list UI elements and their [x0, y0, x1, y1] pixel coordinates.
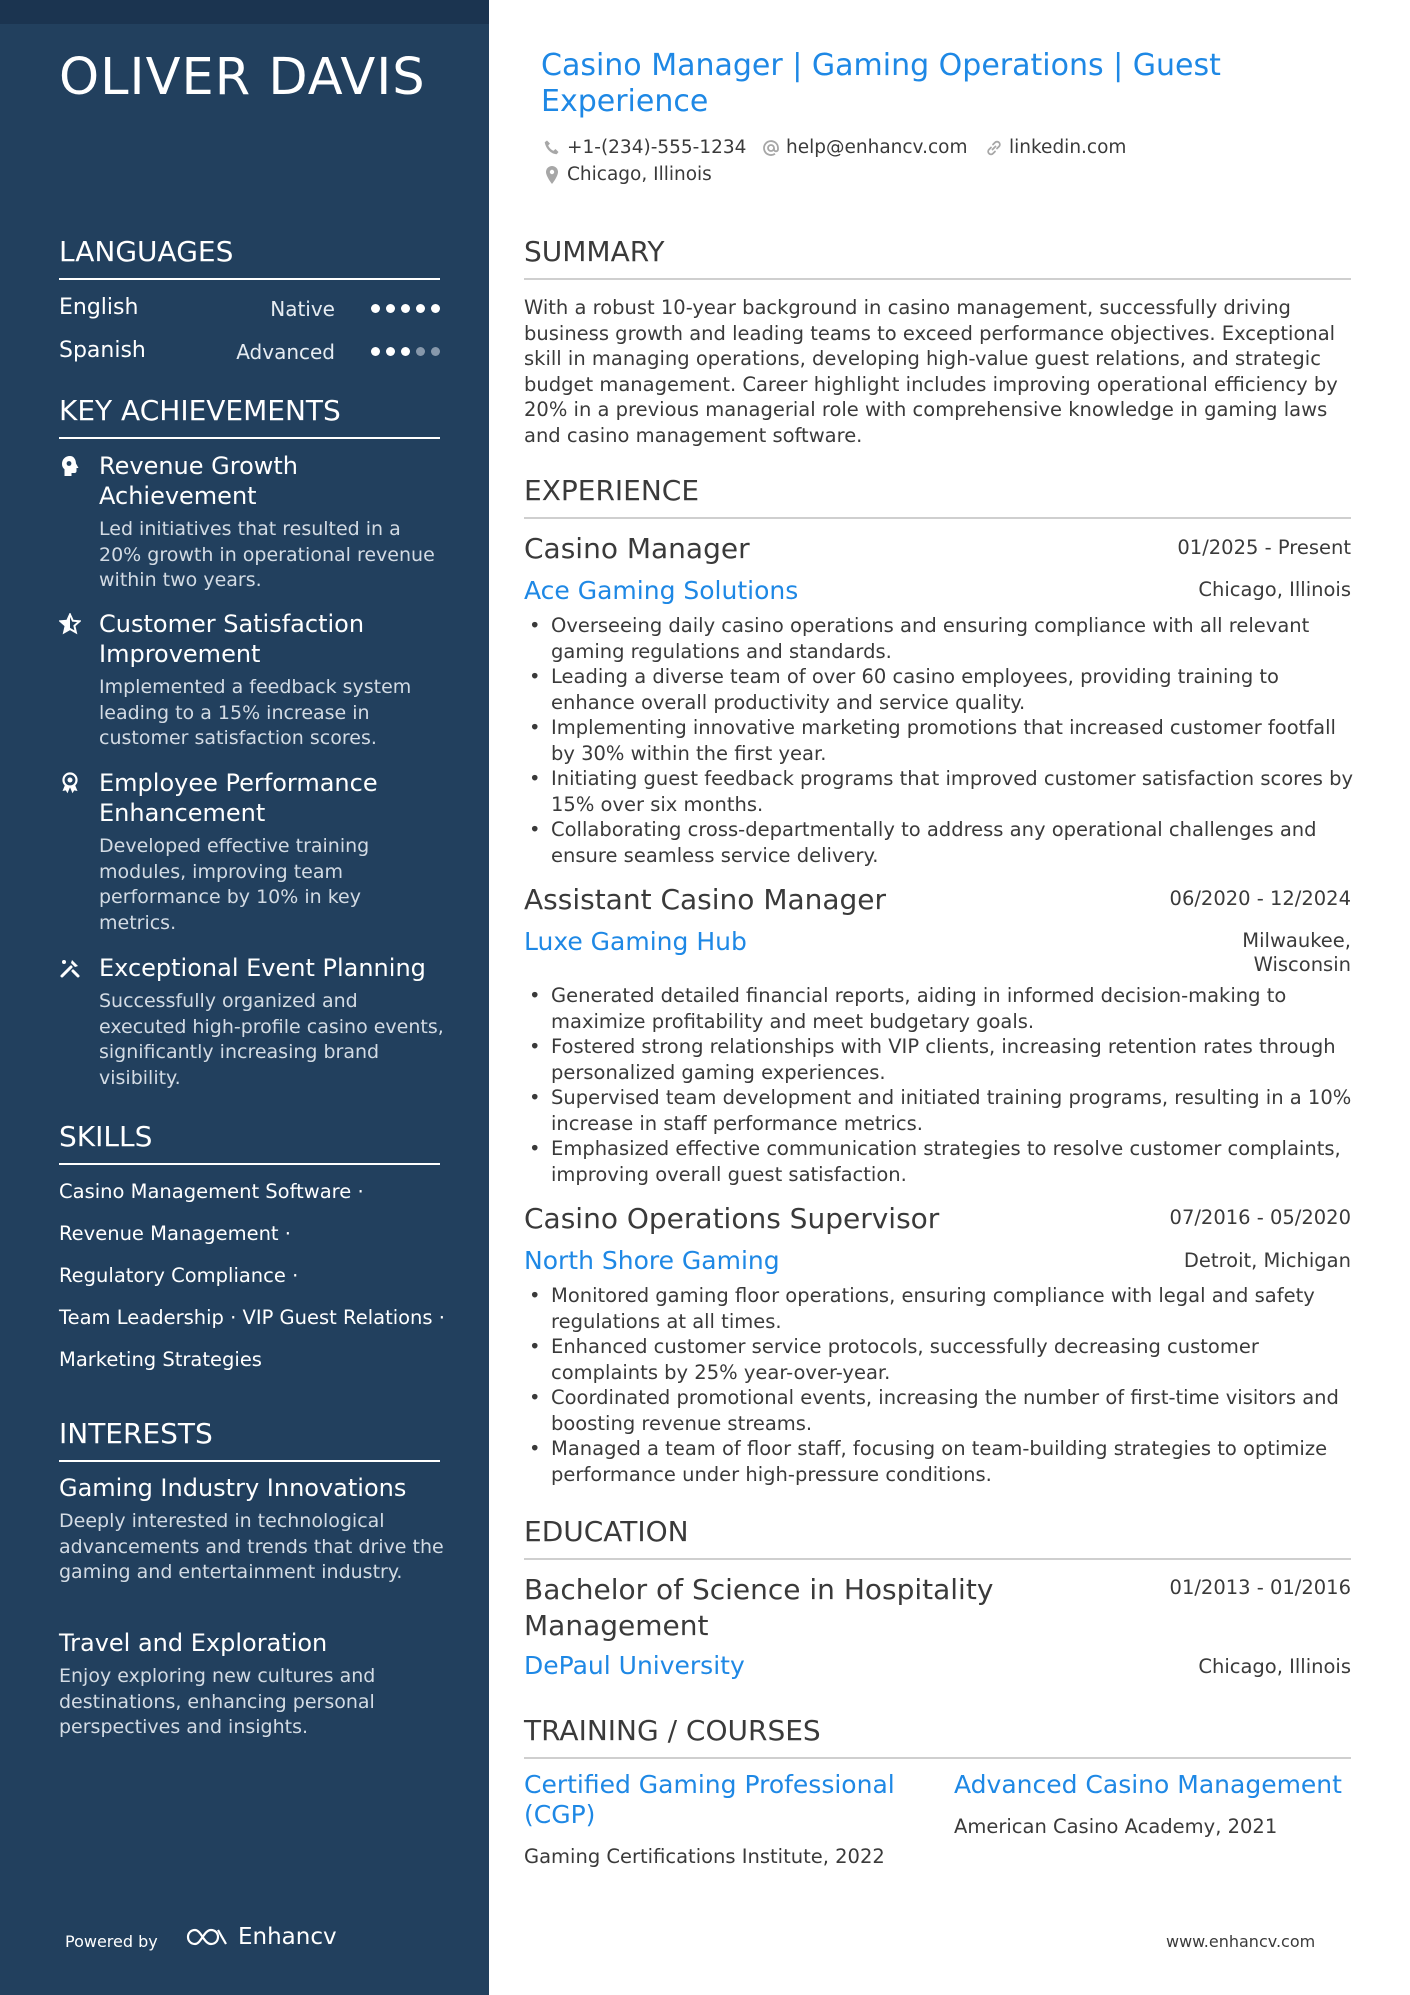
skills-heading: SKILLS: [59, 1122, 440, 1165]
job-title: Casino Manager: [524, 532, 750, 565]
rating-dot: [371, 304, 380, 313]
achievements-heading: KEY ACHIEVEMENTS: [59, 396, 440, 439]
phone-icon: [543, 139, 561, 157]
languages-heading: LANGUAGES: [59, 237, 440, 280]
sidebar: [0, 0, 489, 1995]
job-bullets: [551, 1283, 1356, 1487]
enhancv-logo[interactable]: [184, 1924, 337, 1950]
job-bullet: • Fostered strong relationships with VIP clients, increasing retention rates through personalized gaming experiences.: [551, 1034, 1356, 1085]
phone-text: +1-(234)-555-1234: [567, 137, 747, 158]
language-rating: [371, 347, 440, 356]
contact-linkedin[interactable]: [985, 137, 1126, 158]
education-dates: 01/2013 - 01/2016: [1169, 1576, 1351, 1599]
rating-dot: [386, 304, 395, 313]
star-icon: [59, 613, 81, 635]
skill-item: Team Leadership · VIP Guest Relations ·: [59, 1306, 445, 1329]
language-row: [59, 295, 440, 325]
at-icon: [762, 139, 780, 157]
rating-dot: [371, 347, 380, 356]
achievement-title: Revenue Growth Achievement: [99, 452, 299, 510]
interests-heading: INTERESTS: [59, 1419, 440, 1462]
head-icon: [59, 455, 81, 477]
job-bullet: • Enhanced customer service protocols, successfully decreasing customer complaints by 25% year-over-year.: [551, 1334, 1356, 1385]
job-location: Chicago, Illinois: [1198, 578, 1351, 601]
course-title[interactable]: Advanced Casino Management: [954, 1770, 1342, 1799]
job-company[interactable]: North Shore Gaming: [524, 1246, 780, 1275]
job-dates: 07/2016 - 05/2020: [1169, 1206, 1351, 1229]
linkedin-text: linkedin.com: [1009, 137, 1127, 158]
interest-title: Gaming Industry Innovations: [59, 1474, 407, 1502]
contact-location: [543, 164, 712, 185]
job-bullet: • Managed a team of floor staff, focusing on team-building strategies to optimize performance under high-pressure conditions.: [551, 1436, 1356, 1487]
interest-item: [59, 1628, 444, 1741]
skill-item: Casino Management Software ·: [59, 1180, 364, 1203]
rating-dot: [401, 347, 410, 356]
achievement-desc: Implemented a feedback system leading to a 15% increase in customer satisfaction scores.: [99, 676, 412, 749]
interest-title: Travel and Exploration: [59, 1629, 328, 1657]
email-text: help@enhancv.com: [786, 137, 968, 158]
job-bullet: • Monitored gaming floor operations, ensuring compliance with legal and safety regulations at all times.: [551, 1283, 1356, 1334]
rating-dot: [386, 347, 395, 356]
job-company[interactable]: Ace Gaming Solutions: [524, 576, 799, 605]
job-dates: 06/2020 - 12/2024: [1169, 887, 1351, 910]
skill-item: Regulatory Compliance ·: [59, 1264, 299, 1287]
job-company[interactable]: Luxe Gaming Hub: [524, 927, 747, 956]
location-text: Chicago, Illinois: [567, 164, 712, 185]
job-bullet: • Collaborating cross-departmentally to address any operational challenges and ensure seamless service delivery.: [551, 817, 1356, 868]
achievement-title: Employee Performance Enhancement: [99, 769, 378, 827]
job-bullet: • Initiating guest feedback programs that improved customer satisfaction scores by 15% over six months.: [551, 766, 1356, 817]
contact-email[interactable]: [762, 137, 967, 158]
job-dates: 01/2025 - Present: [1177, 536, 1351, 559]
footer-url[interactable]: www.enhancv.com: [1166, 1932, 1316, 1951]
course-provider: Gaming Certifications Institute, 2022: [524, 1845, 885, 1868]
achievement-desc: Developed effective training modules, improving team performance by 10% in key metrics.: [99, 835, 370, 934]
rating-dot: [416, 347, 425, 356]
interest-desc: Enjoy exploring new cultures and destinations, enhancing personal perspectives and insights.: [59, 1665, 376, 1738]
achievement-title: Customer Satisfaction Improvement: [99, 610, 365, 668]
interest-desc: Deeply interested in technological advancements and trends that drive the gaming and entertainment industry.: [59, 1510, 444, 1583]
job-bullet: • Coordinated promotional events, increasing the number of first-time visitors and boosting revenue streams.: [551, 1385, 1356, 1436]
skill-item: Revenue Management ·: [59, 1222, 291, 1245]
rating-dot: [401, 304, 410, 313]
job-title: Assistant Casino Manager: [524, 883, 887, 916]
rating-dot: [416, 304, 425, 313]
language-rating: [371, 304, 440, 313]
achievement-item: [59, 609, 444, 752]
candidate-name: OLIVER DAVIS: [59, 48, 426, 107]
powered-by-label: Powered by: [65, 1932, 158, 1951]
training-heading: TRAINING / COURSES: [524, 1716, 1351, 1759]
education-heading: EDUCATION: [524, 1517, 1351, 1560]
enhancv-logo-icon: [184, 1925, 230, 1949]
job-location: Milwaukee, Wisconsin: [1242, 929, 1351, 976]
language-level: Advanced: [236, 340, 335, 364]
sidebar-top-strip: [0, 0, 489, 24]
language-row: [59, 338, 440, 368]
achievement-item: [59, 768, 444, 936]
interest-item: [59, 1473, 444, 1586]
enhancv-logo-text: Enhancv: [238, 1924, 337, 1950]
award-icon: [59, 772, 81, 794]
achievement-title: Exceptional Event Planning: [99, 954, 426, 982]
rating-dot: [431, 347, 440, 356]
language-name: English: [59, 295, 139, 320]
job-bullets: [551, 613, 1356, 868]
job-bullet: • Emphasized effective communication strategies to resolve customer complaints, improving overall guest satisfaction.: [551, 1136, 1356, 1187]
contact-phone[interactable]: [543, 137, 746, 158]
job-bullet: • Supervised team development and initiated training programs, resulting in a 10% increase in staff performance metrics.: [551, 1085, 1356, 1136]
language-name: Spanish: [59, 338, 146, 363]
achievement-item: [59, 451, 444, 594]
achievement-desc: Successfully organized and executed high-profile casino events, significantly increasing brand visibility.: [99, 990, 444, 1089]
job-title: Casino Operations Supervisor: [524, 1202, 940, 1235]
job-bullet: • Leading a diverse team of over 60 casino employees, providing training to enhance overall productivity and service quality.: [551, 664, 1356, 715]
education-degree: Bachelor of Science in Hospitality Management: [524, 1573, 994, 1642]
tools-icon: [59, 957, 81, 979]
rating-dot: [431, 304, 440, 313]
job-location: Detroit, Michigan: [1183, 1249, 1351, 1272]
job-bullet: • Implementing innovative marketing promotions that increased customer footfall by 30% within the first year.: [551, 715, 1356, 766]
summary-heading: SUMMARY: [524, 237, 1351, 280]
location-pin-icon: [543, 165, 561, 185]
language-level: Native: [270, 297, 335, 321]
experience-heading: EXPERIENCE: [524, 476, 1351, 519]
course-provider: American Casino Academy, 2021: [954, 1815, 1278, 1838]
achievement-item: [59, 953, 444, 1091]
link-icon: [985, 139, 1003, 157]
course-title[interactable]: Certified Gaming Professional (CGP): [524, 1770, 895, 1829]
education-location: Chicago, Illinois: [1198, 1655, 1351, 1678]
skill-item: Marketing Strategies: [59, 1348, 262, 1371]
job-bullet: • Generated detailed financial reports, aiding in informed decision-making to maximize profitability and meet budgetary goals.: [551, 983, 1356, 1034]
education-school[interactable]: DePaul University: [524, 1651, 745, 1680]
job-bullet: • Overseeing daily casino operations and ensuring compliance with all relevant gaming regulations and standards.: [551, 613, 1356, 664]
job-bullets: [551, 983, 1356, 1187]
headline: Casino Manager | Gaming Operations | Guest Experience: [541, 48, 1221, 119]
achievement-desc: Led initiatives that resulted in a 20% growth in operational revenue within two years.: [99, 518, 435, 591]
summary-text: With a robust 10-year background in casino management, successfully driving business growth and leading teams to exceed performance objectives. Exceptional skill in managing operations, developing high-value guest relations, and strategic budget management. Career highlight includes improving operational efficiency by 20% in a previous managerial role with comprehensive knowledge in gaming laws and casino management software.: [524, 296, 1338, 447]
